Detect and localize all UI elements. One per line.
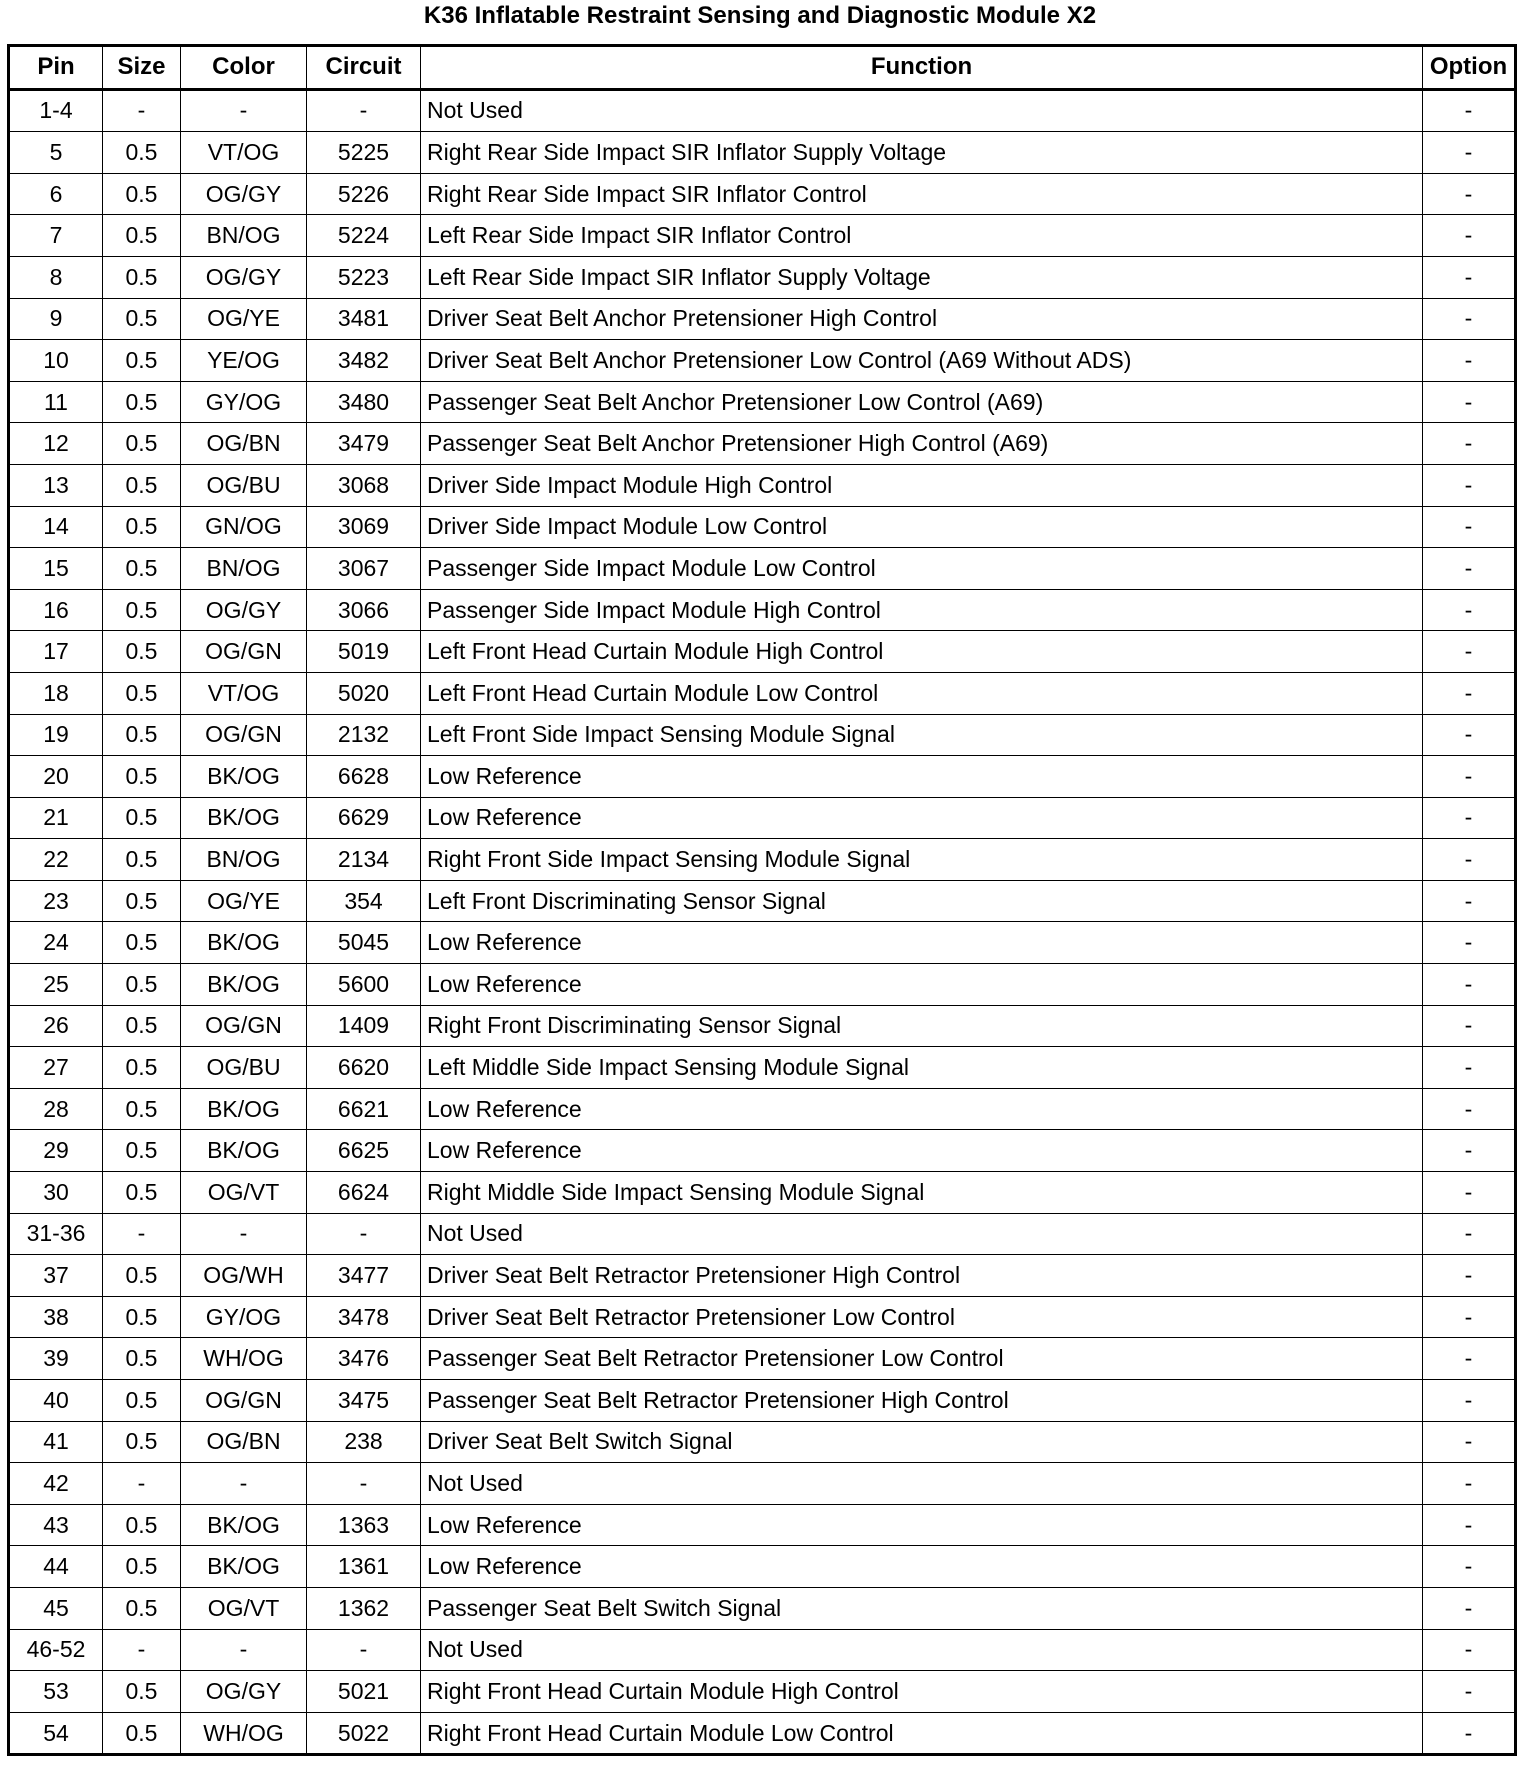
color-cell: OG/GY [181, 256, 307, 298]
color-cell: BN/OG [181, 215, 307, 257]
option-cell: - [1423, 548, 1516, 590]
size-cell: 0.5 [103, 340, 181, 382]
color-cell: OG/BN [181, 1421, 307, 1463]
connector-pinout-table [7, 44, 1517, 1756]
pin-cell: 7 [9, 215, 103, 257]
circuit-cell: - [307, 1213, 421, 1255]
option-cell: - [1423, 756, 1516, 798]
size-cell: 0.5 [103, 922, 181, 964]
function-cell: Left Front Discriminating Sensor Signal [421, 880, 1423, 922]
pin-cell: 13 [9, 464, 103, 506]
size-cell: 0.5 [103, 1546, 181, 1588]
circuit-cell: 3066 [307, 589, 421, 631]
function-cell: Driver Seat Belt Anchor Pretensioner High Control [421, 298, 1423, 340]
color-cell: - [181, 1463, 307, 1505]
pin-cell: 43 [9, 1504, 103, 1546]
table-row [9, 298, 1516, 340]
color-cell: BK/OG [181, 964, 307, 1006]
pin-cell: 17 [9, 631, 103, 673]
option-cell: - [1423, 922, 1516, 964]
circuit-cell: 5223 [307, 256, 421, 298]
color-cell: OG/BN [181, 423, 307, 465]
size-cell: 0.5 [103, 1504, 181, 1546]
color-cell: OG/BU [181, 464, 307, 506]
function-cell: Right Front Head Curtain Module Low Control [421, 1712, 1423, 1755]
size-cell: 0.5 [103, 964, 181, 1006]
table-row [9, 1671, 1516, 1713]
table-row [9, 381, 1516, 423]
table-row [9, 839, 1516, 881]
color-cell: BK/OG [181, 1546, 307, 1588]
option-cell: - [1423, 589, 1516, 631]
color-cell: VT/OG [181, 132, 307, 174]
header-row [9, 46, 1516, 90]
pin-cell: 16 [9, 589, 103, 631]
circuit-cell: 3480 [307, 381, 421, 423]
table-row [9, 589, 1516, 631]
circuit-cell: 6629 [307, 797, 421, 839]
function-cell: Left Middle Side Impact Sensing Module Signal [421, 1047, 1423, 1089]
circuit-cell: 5226 [307, 173, 421, 215]
option-cell: - [1423, 1172, 1516, 1214]
option-cell: - [1423, 1380, 1516, 1422]
size-cell: 0.5 [103, 215, 181, 257]
table-row [9, 1587, 1516, 1629]
table-row [9, 548, 1516, 590]
table-row [9, 1629, 1516, 1671]
function-cell: Not Used [421, 89, 1423, 132]
option-cell: - [1423, 1504, 1516, 1546]
option-cell: - [1423, 797, 1516, 839]
color-cell: OG/YE [181, 880, 307, 922]
function-cell: Left Rear Side Impact SIR Inflator Supply Voltage [421, 256, 1423, 298]
color-cell: OG/WH [181, 1255, 307, 1297]
size-cell: 0.5 [103, 173, 181, 215]
pin-cell: 23 [9, 880, 103, 922]
function-cell: Low Reference [421, 1546, 1423, 1588]
pin-cell: 6 [9, 173, 103, 215]
table-row [9, 1296, 1516, 1338]
pin-cell: 54 [9, 1712, 103, 1755]
size-cell: 0.5 [103, 506, 181, 548]
function-cell: Right Rear Side Impact SIR Inflator Supply Voltage [421, 132, 1423, 174]
color-cell: GY/OG [181, 381, 307, 423]
circuit-cell: 354 [307, 880, 421, 922]
pin-cell: 21 [9, 797, 103, 839]
color-cell: OG/YE [181, 298, 307, 340]
color-cell: OG/GY [181, 1671, 307, 1713]
size-cell: 0.5 [103, 1712, 181, 1755]
color-cell: BK/OG [181, 797, 307, 839]
pin-cell: 31-36 [9, 1213, 103, 1255]
table-row [9, 1005, 1516, 1047]
size-cell: 0.5 [103, 1047, 181, 1089]
size-cell: 0.5 [103, 672, 181, 714]
table-row [9, 672, 1516, 714]
table-row [9, 340, 1516, 382]
table-row [9, 1338, 1516, 1380]
table-row [9, 631, 1516, 673]
size-cell: - [103, 1213, 181, 1255]
option-cell: - [1423, 1546, 1516, 1588]
table-row [9, 714, 1516, 756]
pin-cell: 37 [9, 1255, 103, 1297]
table-row [9, 964, 1516, 1006]
color-cell: OG/GY [181, 173, 307, 215]
size-cell: - [103, 1629, 181, 1671]
pin-cell: 25 [9, 964, 103, 1006]
pin-cell: 18 [9, 672, 103, 714]
circuit-cell: 3479 [307, 423, 421, 465]
option-cell: - [1423, 132, 1516, 174]
pin-cell: 27 [9, 1047, 103, 1089]
function-cell: Low Reference [421, 964, 1423, 1006]
pin-cell: 12 [9, 423, 103, 465]
function-cell: Driver Seat Belt Anchor Pretensioner Low Control (A69 Without ADS) [421, 340, 1423, 382]
circuit-cell: 5225 [307, 132, 421, 174]
color-cell: BK/OG [181, 756, 307, 798]
table-row [9, 1172, 1516, 1214]
color-cell: OG/GN [181, 631, 307, 673]
function-cell: Driver Seat Belt Retractor Pretensioner Low Control [421, 1296, 1423, 1338]
table-row [9, 89, 1516, 132]
option-cell: - [1423, 89, 1516, 132]
color-cell: OG/VT [181, 1587, 307, 1629]
table-row [9, 1380, 1516, 1422]
circuit-cell: 1361 [307, 1546, 421, 1588]
column-header-function: Function [421, 46, 1423, 90]
table-row [9, 506, 1516, 548]
pin-cell: 22 [9, 839, 103, 881]
option-cell: - [1423, 1671, 1516, 1713]
column-header-pin: Pin [9, 46, 103, 90]
color-cell: BK/OG [181, 922, 307, 964]
pin-cell: 40 [9, 1380, 103, 1422]
color-cell: WH/OG [181, 1338, 307, 1380]
function-cell: Left Front Head Curtain Module High Control [421, 631, 1423, 673]
size-cell: 0.5 [103, 1671, 181, 1713]
table-row [9, 1255, 1516, 1297]
option-cell: - [1423, 1005, 1516, 1047]
color-cell: BN/OG [181, 548, 307, 590]
circuit-cell: - [307, 1629, 421, 1671]
size-cell: 0.5 [103, 1130, 181, 1172]
size-cell: 0.5 [103, 548, 181, 590]
option-cell: - [1423, 506, 1516, 548]
size-cell: 0.5 [103, 1338, 181, 1380]
size-cell: 0.5 [103, 756, 181, 798]
pin-cell: 5 [9, 132, 103, 174]
pin-cell: 20 [9, 756, 103, 798]
option-cell: - [1423, 1047, 1516, 1089]
pin-cell: 28 [9, 1088, 103, 1130]
option-cell: - [1423, 1629, 1516, 1671]
size-cell: 0.5 [103, 631, 181, 673]
circuit-cell: 5019 [307, 631, 421, 673]
pin-cell: 8 [9, 256, 103, 298]
color-cell: BK/OG [181, 1504, 307, 1546]
table-row [9, 464, 1516, 506]
pin-cell: 1-4 [9, 89, 103, 132]
function-cell: Passenger Seat Belt Anchor Pretensioner Low Control (A69) [421, 381, 1423, 423]
option-cell: - [1423, 423, 1516, 465]
color-cell: BK/OG [181, 1088, 307, 1130]
size-cell: 0.5 [103, 256, 181, 298]
size-cell: 0.5 [103, 589, 181, 631]
function-cell: Passenger Seat Belt Switch Signal [421, 1587, 1423, 1629]
option-cell: - [1423, 1296, 1516, 1338]
option-cell: - [1423, 1712, 1516, 1755]
option-cell: - [1423, 964, 1516, 1006]
color-cell: OG/BU [181, 1047, 307, 1089]
size-cell: 0.5 [103, 1421, 181, 1463]
option-cell: - [1423, 340, 1516, 382]
size-cell: 0.5 [103, 1255, 181, 1297]
color-cell: VT/OG [181, 672, 307, 714]
circuit-cell: 3478 [307, 1296, 421, 1338]
pin-cell: 44 [9, 1546, 103, 1588]
color-cell: - [181, 89, 307, 132]
color-cell: GY/OG [181, 1296, 307, 1338]
circuit-cell: 2134 [307, 839, 421, 881]
color-cell: - [181, 1213, 307, 1255]
pin-cell: 15 [9, 548, 103, 590]
pin-cell: 19 [9, 714, 103, 756]
size-cell: 0.5 [103, 1172, 181, 1214]
pin-cell: 39 [9, 1338, 103, 1380]
table-row [9, 1130, 1516, 1172]
size-cell: 0.5 [103, 714, 181, 756]
option-cell: - [1423, 631, 1516, 673]
function-cell: Passenger Side Impact Module High Control [421, 589, 1423, 631]
circuit-cell: 3069 [307, 506, 421, 548]
circuit-cell: 1409 [307, 1005, 421, 1047]
function-cell: Driver Seat Belt Retractor Pretensioner High Control [421, 1255, 1423, 1297]
size-cell: 0.5 [103, 839, 181, 881]
option-cell: - [1423, 298, 1516, 340]
color-cell: OG/GN [181, 714, 307, 756]
circuit-cell: - [307, 89, 421, 132]
function-cell: Low Reference [421, 1088, 1423, 1130]
column-header-color: Color [181, 46, 307, 90]
size-cell: 0.5 [103, 1088, 181, 1130]
table-row [9, 1213, 1516, 1255]
table-row [9, 1546, 1516, 1588]
circuit-cell: 5020 [307, 672, 421, 714]
circuit-cell: 5600 [307, 964, 421, 1006]
function-cell: Low Reference [421, 797, 1423, 839]
circuit-cell: 3067 [307, 548, 421, 590]
color-cell: GN/OG [181, 506, 307, 548]
function-cell: Passenger Seat Belt Retractor Pretensioner Low Control [421, 1338, 1423, 1380]
table-row [9, 215, 1516, 257]
size-cell: 0.5 [103, 1380, 181, 1422]
function-cell: Low Reference [421, 1130, 1423, 1172]
function-cell: Driver Side Impact Module Low Control [421, 506, 1423, 548]
option-cell: - [1423, 880, 1516, 922]
option-cell: - [1423, 1421, 1516, 1463]
circuit-cell: 5022 [307, 1712, 421, 1755]
table-row [9, 1463, 1516, 1505]
size-cell: 0.5 [103, 423, 181, 465]
size-cell: - [103, 89, 181, 132]
color-cell: OG/GN [181, 1380, 307, 1422]
function-cell: Passenger Side Impact Module Low Control [421, 548, 1423, 590]
size-cell: 0.5 [103, 464, 181, 506]
size-cell: 0.5 [103, 880, 181, 922]
circuit-cell: 6624 [307, 1172, 421, 1214]
circuit-cell: 6621 [307, 1088, 421, 1130]
circuit-cell: 5021 [307, 1671, 421, 1713]
size-cell: 0.5 [103, 298, 181, 340]
function-cell: Left Front Head Curtain Module Low Control [421, 672, 1423, 714]
pin-cell: 26 [9, 1005, 103, 1047]
circuit-cell: - [307, 1463, 421, 1505]
circuit-cell: 3481 [307, 298, 421, 340]
color-cell: OG/GN [181, 1005, 307, 1047]
table-row [9, 1712, 1516, 1755]
pin-cell: 29 [9, 1130, 103, 1172]
function-cell: Passenger Seat Belt Retractor Pretensioner High Control [421, 1380, 1423, 1422]
table-row [9, 1504, 1516, 1546]
table-row [9, 1088, 1516, 1130]
column-header-size: Size [103, 46, 181, 90]
function-cell: Right Front Side Impact Sensing Module Signal [421, 839, 1423, 881]
option-cell: - [1423, 215, 1516, 257]
circuit-cell: 1362 [307, 1587, 421, 1629]
function-cell: Right Middle Side Impact Sensing Module Signal [421, 1172, 1423, 1214]
table-row [9, 922, 1516, 964]
table-row [9, 756, 1516, 798]
color-cell: BN/OG [181, 839, 307, 881]
pin-cell: 14 [9, 506, 103, 548]
size-cell: 0.5 [103, 381, 181, 423]
option-cell: - [1423, 173, 1516, 215]
function-cell: Low Reference [421, 756, 1423, 798]
table-row [9, 1421, 1516, 1463]
pin-cell: 9 [9, 298, 103, 340]
pin-cell: 41 [9, 1421, 103, 1463]
color-cell: - [181, 1629, 307, 1671]
pin-cell: 38 [9, 1296, 103, 1338]
option-cell: - [1423, 1213, 1516, 1255]
circuit-cell: 3068 [307, 464, 421, 506]
circuit-cell: 3482 [307, 340, 421, 382]
table-row [9, 173, 1516, 215]
function-cell: Not Used [421, 1629, 1423, 1671]
color-cell: OG/GY [181, 589, 307, 631]
table-row [9, 423, 1516, 465]
option-cell: - [1423, 381, 1516, 423]
function-cell: Low Reference [421, 1504, 1423, 1546]
color-cell: OG/VT [181, 1172, 307, 1214]
color-cell: BK/OG [181, 1130, 307, 1172]
circuit-cell: 3475 [307, 1380, 421, 1422]
function-cell: Low Reference [421, 922, 1423, 964]
size-cell: 0.5 [103, 1587, 181, 1629]
function-cell: Right Rear Side Impact SIR Inflator Control [421, 173, 1423, 215]
table-row [9, 1047, 1516, 1089]
circuit-cell: 2132 [307, 714, 421, 756]
circuit-cell: 238 [307, 1421, 421, 1463]
size-cell: 0.5 [103, 1005, 181, 1047]
color-cell: YE/OG [181, 340, 307, 382]
option-cell: - [1423, 1130, 1516, 1172]
function-cell: Right Front Discriminating Sensor Signal [421, 1005, 1423, 1047]
option-cell: - [1423, 256, 1516, 298]
circuit-cell: 3477 [307, 1255, 421, 1297]
pin-cell: 11 [9, 381, 103, 423]
option-cell: - [1423, 672, 1516, 714]
circuit-cell: 6625 [307, 1130, 421, 1172]
circuit-cell: 5224 [307, 215, 421, 257]
table-row [9, 132, 1516, 174]
option-cell: - [1423, 714, 1516, 756]
function-cell: Not Used [421, 1213, 1423, 1255]
circuit-cell: 1363 [307, 1504, 421, 1546]
option-cell: - [1423, 464, 1516, 506]
pin-cell: 24 [9, 922, 103, 964]
pin-cell: 53 [9, 1671, 103, 1713]
size-cell: - [103, 1463, 181, 1505]
column-header-option: Option [1423, 46, 1516, 90]
pin-cell: 45 [9, 1587, 103, 1629]
pin-cell: 42 [9, 1463, 103, 1505]
size-cell: 0.5 [103, 132, 181, 174]
circuit-cell: 6620 [307, 1047, 421, 1089]
circuit-cell: 6628 [307, 756, 421, 798]
pin-cell: 46-52 [9, 1629, 103, 1671]
color-cell: WH/OG [181, 1712, 307, 1755]
circuit-cell: 3476 [307, 1338, 421, 1380]
function-cell: Driver Seat Belt Switch Signal [421, 1421, 1423, 1463]
function-cell: Passenger Seat Belt Anchor Pretensioner High Control (A69) [421, 423, 1423, 465]
function-cell: Driver Side Impact Module High Control [421, 464, 1423, 506]
page-title: K36 Inflatable Restraint Sensing and Diagnostic Module X2 [423, 2, 1097, 29]
pin-cell: 30 [9, 1172, 103, 1214]
circuit-cell: 5045 [307, 922, 421, 964]
function-cell: Right Front Head Curtain Module High Control [421, 1671, 1423, 1713]
table-row [9, 256, 1516, 298]
option-cell: - [1423, 1088, 1516, 1130]
option-cell: - [1423, 1255, 1516, 1297]
column-header-circuit: Circuit [307, 46, 421, 90]
option-cell: - [1423, 1587, 1516, 1629]
size-cell: 0.5 [103, 797, 181, 839]
function-cell: Left Front Side Impact Sensing Module Signal [421, 714, 1423, 756]
option-cell: - [1423, 1463, 1516, 1505]
function-cell: Left Rear Side Impact SIR Inflator Control [421, 215, 1423, 257]
option-cell: - [1423, 839, 1516, 881]
table-row [9, 880, 1516, 922]
function-cell: Not Used [421, 1463, 1423, 1505]
table-body [9, 89, 1516, 1755]
table-row [9, 797, 1516, 839]
option-cell: - [1423, 1338, 1516, 1380]
pin-cell: 10 [9, 340, 103, 382]
size-cell: 0.5 [103, 1296, 181, 1338]
